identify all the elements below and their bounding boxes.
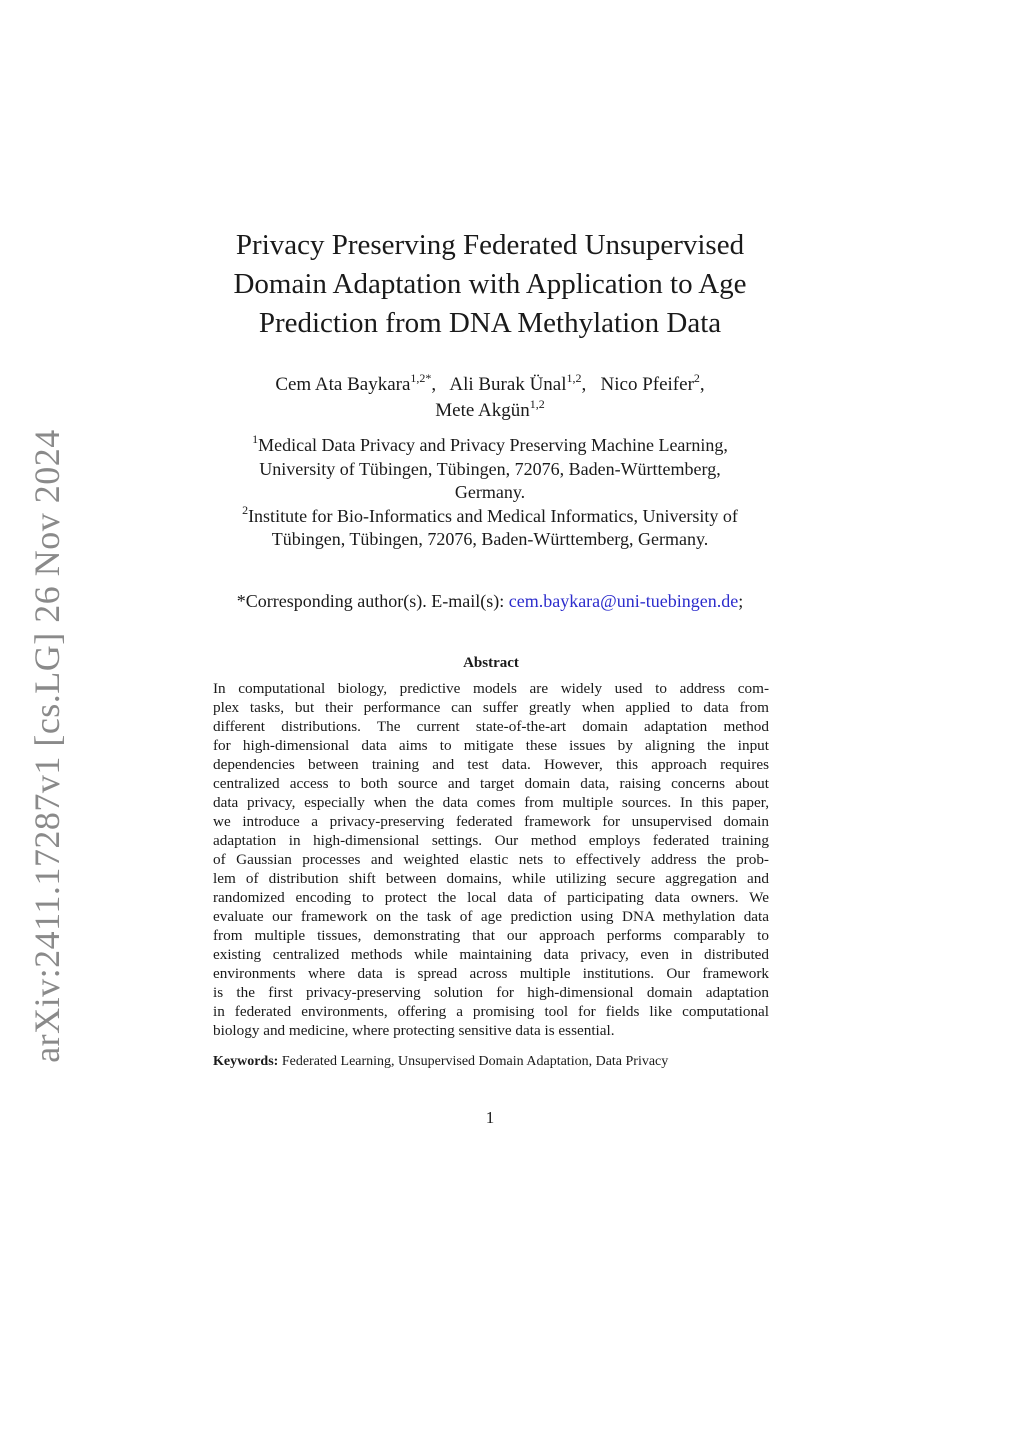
affiliation-line: [200, 434, 780, 458]
keywords-label: Keywords:: [213, 1054, 279, 1069]
abstract-line: biology and medicine, where protecting sensitive data is essential.: [213, 1022, 615, 1039]
abstract-line: randomized encoding to protect the local data of participating data owners. We: [213, 889, 769, 906]
corresponding-label: *Corresponding author(s). E-mail(s):: [236, 591, 509, 611]
author-line: [200, 398, 780, 424]
abstract-line: existing centralized methods while maintaining data privacy, even in distributed: [213, 946, 769, 963]
arxiv-identifier-stamp: arXiv:2411.17287v1 [cs.LG] 26 Nov 2024: [27, 429, 67, 1063]
affiliation: [200, 502, 780, 552]
abstract-line: in federated environments, offering a promising tool for fields like computational: [213, 1003, 769, 1020]
author-affiliation-marker: 1,2: [566, 371, 582, 385]
affiliation-line: [200, 502, 780, 529]
author-separator: ,: [699, 374, 705, 395]
corresponding-email-link[interactable]: cem.baykara@uni-tuebingen.de: [508, 591, 739, 611]
abstract-body: [213, 679, 769, 1040]
abstract-line: different distributions. The current state-of-the-art domain adaptation method: [213, 718, 769, 735]
abstract-line: lem of distribution shift between domains, while utilizing secure aggregation and: [213, 870, 769, 887]
affiliation-line: Germany.: [454, 482, 526, 502]
affiliation-marker: 1: [252, 432, 259, 446]
author-name: Ali Burak Ünal: [449, 374, 567, 395]
title-line: Domain Adaptation with Application to Age: [233, 268, 747, 300]
corresponding-suffix: ;: [738, 591, 744, 611]
affiliation-line: Tübingen, Tübingen, 72076, Baden-Württemberg, Germany.: [271, 529, 709, 549]
title-line: Prediction from DNA Methylation Data: [258, 307, 722, 339]
title-line: Privacy Preserving Federated Unsupervised: [235, 229, 745, 261]
keywords-text: Federated Learning, Unsupervised Domain Adaptation, Data Privacy: [281, 1054, 669, 1069]
affiliation-list: [200, 434, 780, 552]
abstract-line: adaptation in high-dimensional settings. Our method employs federated training: [213, 832, 769, 849]
abstract-line: In computational biology, predictive models are widely used to address com-: [213, 680, 769, 697]
abstract-line: centralized access to both source and target domain data, raising concerns about: [213, 775, 769, 792]
author-line: [200, 372, 780, 398]
author-name: Nico Pfeifer: [600, 374, 694, 395]
abstract-line: for high-dimensional data aims to mitigate these issues by aligning the input: [213, 737, 769, 754]
affiliation-text: Institute for Bio-Informatics and Medical Informatics, University of: [248, 505, 738, 526]
author-name: Cem Ata Baykara: [275, 374, 411, 395]
author-affiliation-marker: 1,2: [529, 397, 545, 411]
affiliation-text: Medical Data Privacy and Privacy Preserving Machine Learning,: [258, 435, 728, 455]
abstract-line: from multiple tissues, demonstrating that our approach performs comparably to: [213, 927, 769, 944]
abstract-line: of Gaussian processes and weighted elastic nets to effectively address the prob-: [213, 851, 769, 868]
author-affiliation-marker: 1,2*: [410, 371, 432, 385]
abstract-line: is the first privacy-preserving solution for high-dimensional domain adaptation: [213, 984, 769, 1001]
abstract-line: plex tasks, but their performance can suffer greatly when applied to data from: [213, 699, 769, 716]
author-separator: ,: [581, 374, 596, 395]
abstract-line: environments where data is spread across multiple institutions. Our framework: [213, 965, 769, 982]
abstract-line: we introduce a privacy-preserving federated framework for unsupervised domain: [213, 813, 769, 830]
affiliation-line: University of Tübingen, Tübingen, 72076, Baden-Württemberg,: [259, 458, 721, 479]
paper-title: [200, 226, 780, 343]
author-affiliation-marker: 2: [693, 371, 700, 385]
page-number: 1: [485, 1108, 495, 1127]
author-separator: ,: [431, 374, 446, 395]
abstract-line: data privacy, especially when the data comes from multiple sources. In this paper,: [213, 794, 769, 811]
abstract-line: dependencies between training and test data. However, this approach requires: [213, 756, 769, 773]
keywords: [213, 1054, 773, 1070]
author-name: Mete Akgün: [435, 400, 530, 421]
affiliation-marker: 2: [242, 502, 249, 517]
abstract-line: evaluate our framework on the task of age prediction using DNA methylation data: [213, 908, 769, 925]
author-list: [200, 372, 780, 424]
abstract-heading: Abstract: [463, 655, 519, 671]
affiliation: [200, 434, 780, 505]
corresponding-author-note: [200, 591, 780, 612]
